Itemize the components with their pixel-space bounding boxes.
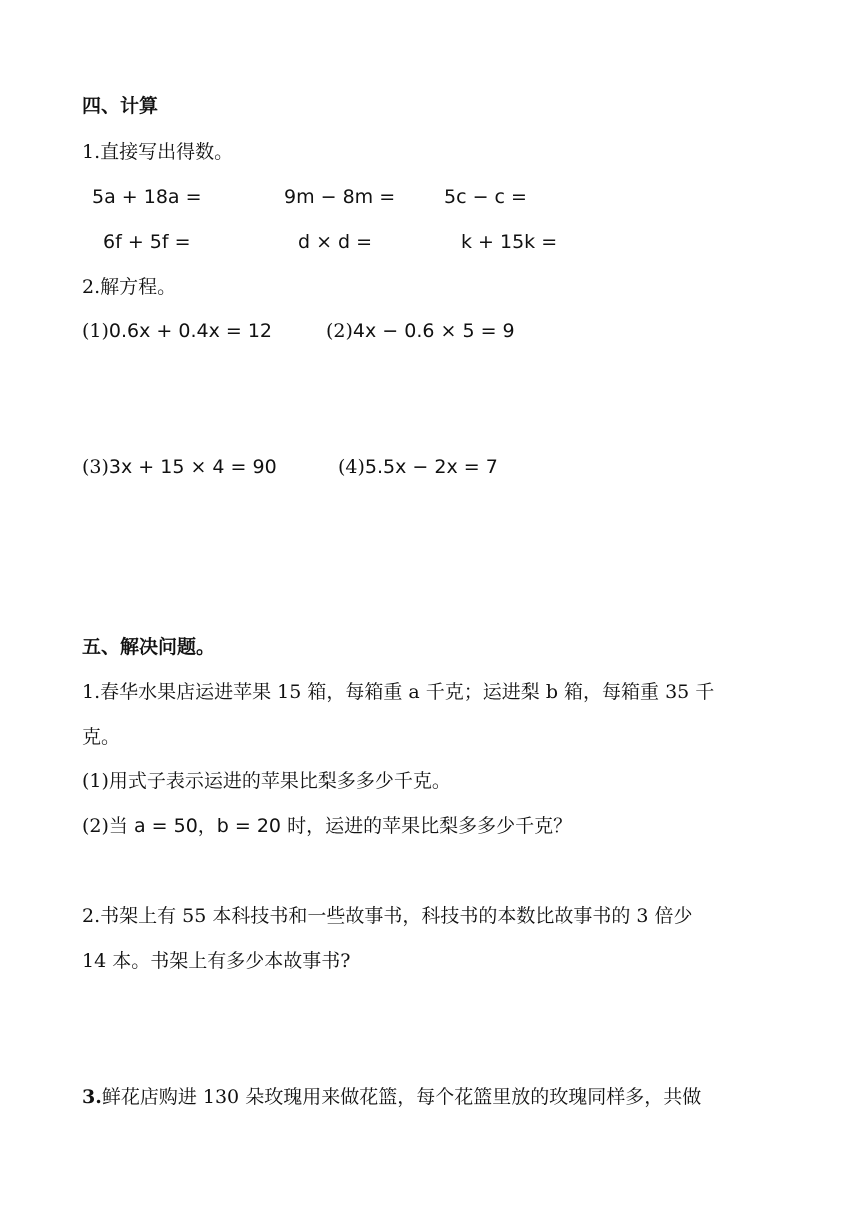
section4-title: 四、计算 (82, 95, 159, 117)
problem-2-line-2: 14 本。书架上有多少本故事书? (82, 950, 351, 972)
problem-1-sub-2 (82, 813, 572, 839)
equation-3-number: (3) (82, 456, 109, 478)
problem-1-sub-2-math: a = 50，b = 20 (133, 815, 282, 837)
problem-3-line-1 (82, 1084, 701, 1110)
equation-1 (82, 318, 272, 344)
equation-4-expr: 5.5x − 2x = 7 (364, 456, 498, 478)
q1-expr-1: 5a + 18a = (92, 186, 202, 208)
equation-1-number: (1) (82, 320, 109, 342)
problem-3-text: 鲜花店购进 130 朵玫瑰用来做花篮，每个花篮里放的玫瑰同样多，共做 (101, 1086, 702, 1108)
section5-title: 五、解决问题。 (82, 636, 216, 658)
problem-1-sub-2-post: 时，运进的苹果比梨多多少千克？ (281, 815, 573, 837)
problem-1-sub-2-pre: (2)当 (82, 815, 134, 837)
problem-1-line-2: 克。 (82, 726, 121, 748)
q2-label: 2.解方程。 (82, 276, 177, 298)
equation-4-number: (4) (338, 456, 365, 478)
q1-expr-6: k + 15k = (461, 231, 558, 253)
q1-expr-3: 5c − c = (444, 186, 527, 208)
q1-label: 1.直接写出得数。 (82, 141, 234, 163)
q1-expr-5: d × d = (298, 231, 373, 253)
equation-1-expr: 0.6x + 0.4x = 12 (108, 320, 273, 342)
problem-3-number: 3. (82, 1086, 102, 1108)
q1-expr-4: 6f + 5f = (103, 231, 191, 253)
equation-4 (338, 454, 498, 480)
equation-2 (326, 318, 515, 344)
problem-1-line-1: 1.春华水果店运进苹果 15 箱，每箱重 a 千克；运进梨 b 箱，每箱重 35 千 (82, 681, 715, 703)
equation-3 (82, 454, 277, 480)
equation-3-expr: 3x + 15 × 4 = 90 (108, 456, 277, 478)
q1-expr-2: 9m − 8m = (284, 186, 396, 208)
equation-2-expr: 4x − 0.6 × 5 = 9 (352, 320, 515, 342)
problem-2-line-1: 2.书架上有 55 本科技书和一些故事书，科技书的本数比故事书的 3 倍少 (82, 905, 693, 927)
problem-1-sub-1: (1)用式子表示运进的苹果比梨多多少千克。 (82, 770, 451, 792)
equation-2-number: (2) (326, 320, 353, 342)
